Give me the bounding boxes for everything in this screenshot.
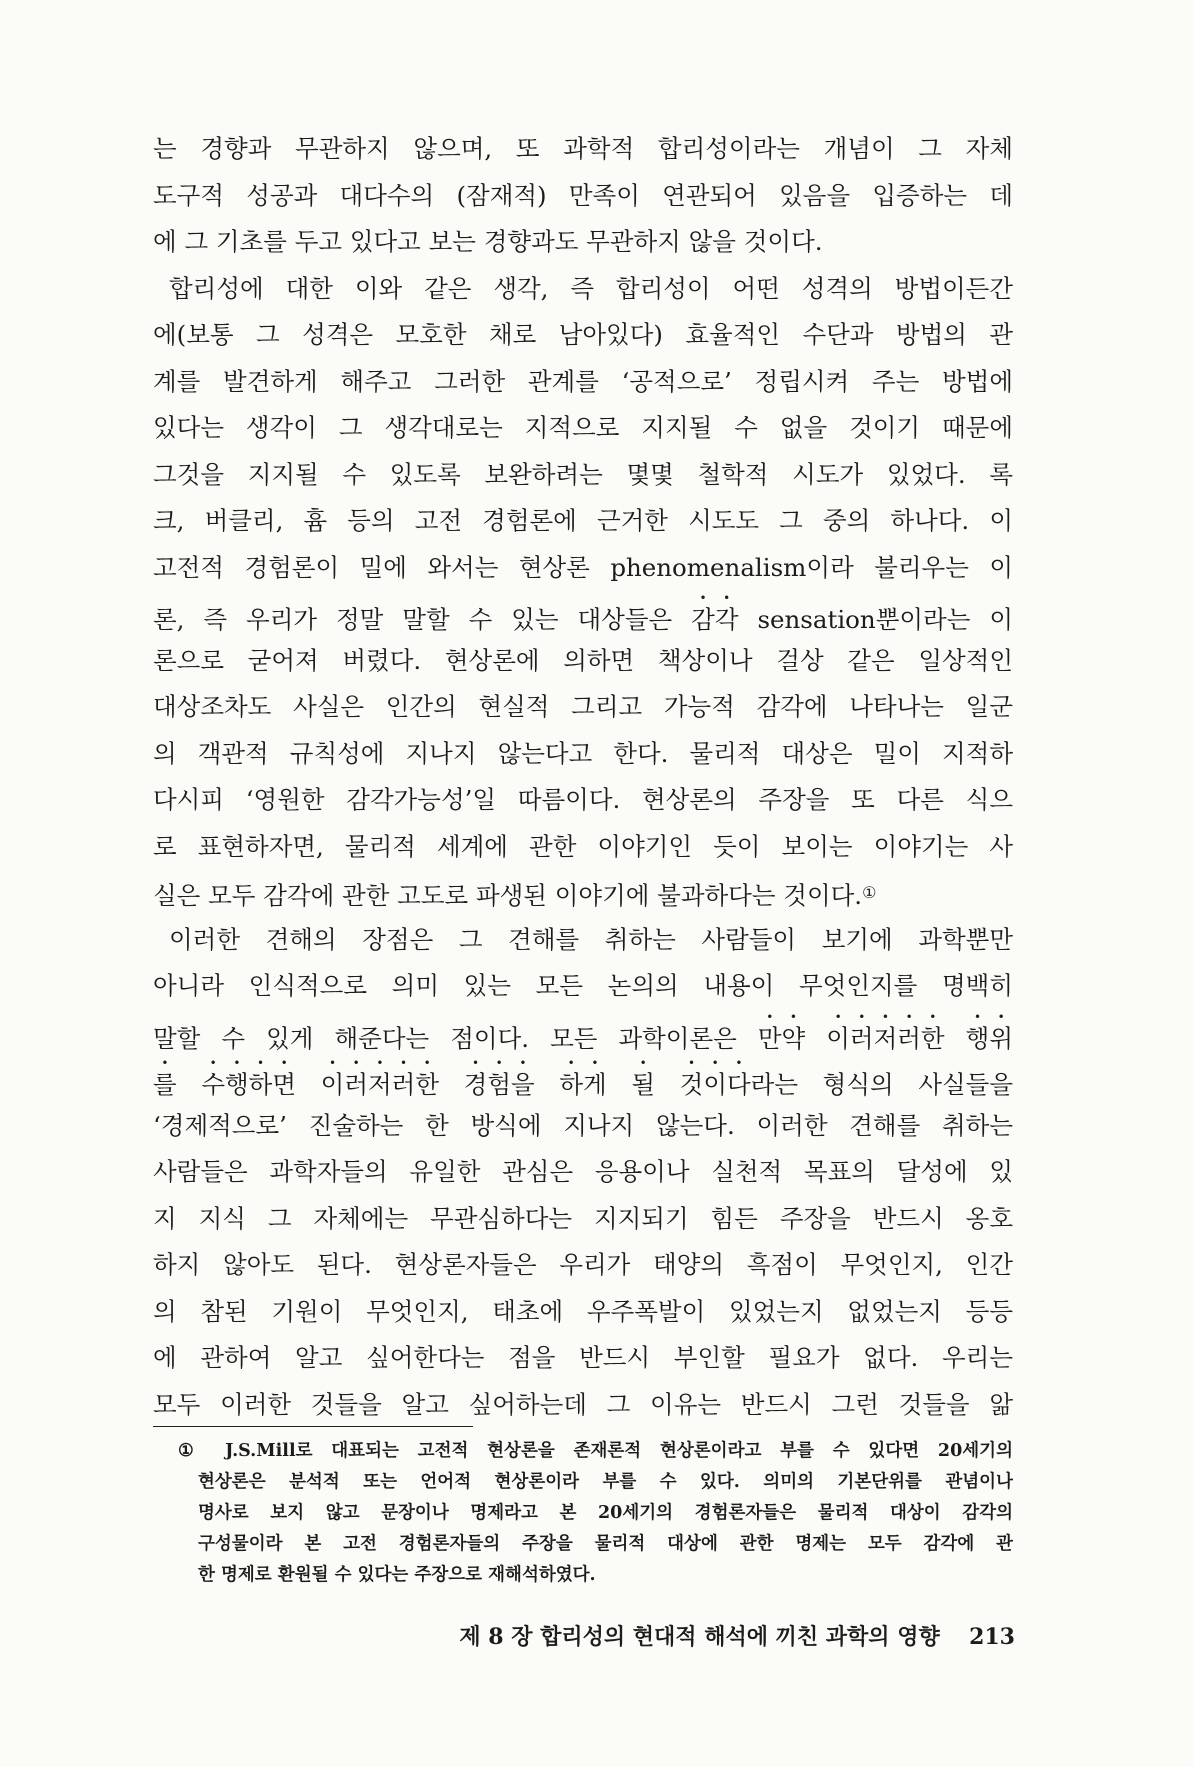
text-line: 론으로 굳어져 버렸다. 현상론에 의하면 책상이나 걸상 같은 일상적인 <box>153 645 1013 675</box>
emphasized-term: 감각 <box>691 605 739 634</box>
text-segment: sensation뿐이라는 이 <box>738 605 1013 634</box>
footnote-marker: ① <box>862 883 877 902</box>
running-footer <box>355 1620 1015 1651</box>
footnote-line: ① J.S.Mill로 대표되는 고전적 현상론을 존재론적 현상론이라고 부를 수 있다면 20세기의 <box>178 1441 1013 1461</box>
text-line: 모두 이러한 것들을 알고 싶어하는데 그 이유는 반드시 그런 것들을 앎 <box>153 1389 1013 1419</box>
page-number: 213 <box>969 1624 1015 1650</box>
text-line: 고전적 경험론이 밀에 와서는 현상론 phenomenalism이라 불리우는 이 <box>153 552 1013 582</box>
text-line: 이러한 견해의 장점은 그 견해를 취하는 사람들이 보기에 과학뿐만 <box>169 924 1013 954</box>
text-line: 있다는 생각이 그 생각대로는 지적으로 지지될 수 없을 것이기 때문에 <box>153 413 1013 442</box>
text-line <box>153 1056 1013 1103</box>
text-segment: 실은 모두 감각에 관한 고도로 파생된 이야기에 불과하다는 것이다. <box>153 881 863 910</box>
text-line: 합리성에 대한 이와 같은 생각, 즉 합리성이 어떤 성격의 방법이든간 <box>169 273 1013 303</box>
text-line: 다시피 ‘영원한 감각가능성’일 따름이다. 현상론의 주장을 또 다른 식으 <box>153 785 1013 814</box>
text-line: 크, 버클리, 흄 등의 고전 경험론에 근거한 시도도 그 중의 하나다. 이 <box>153 506 1013 535</box>
text-line: 는 경향과 무관하지 않으며, 또 과학적 합리성이라는 개념이 그 자체 <box>153 134 1013 163</box>
text-line: 계를 발견하게 해주고 그러한 관계를 ‘공적으로’ 정립시켜 주는 방법에 <box>153 366 1013 396</box>
text-line: ‘경제적으로’ 진술하는 한 방식에 지나지 않는다. 이러한 견해를 취하는 <box>153 1110 1013 1140</box>
text-line: 지 지식 그 자체에는 무관심하다는 지지되기 힘든 주장을 반드시 옹호 <box>153 1203 1013 1233</box>
text-line: 사람들은 과학자들의 유일한 관심은 응용이나 실천적 목표의 달성에 있 <box>153 1157 1013 1186</box>
text-line: 그것을 지지될 수 있도록 보완하려는 몇몇 철학적 시도가 있었다. 록 <box>153 459 1013 489</box>
text-line: 에(보통 그 성격은 모호한 채로 남아있다) 효율적인 수단과 방법의 관 <box>153 320 1013 349</box>
footnote-line: 구성물이라 본 고전 경험론자들의 주장을 물리적 대상에 관한 명제는 모두 감각에 관 <box>198 1534 1013 1554</box>
text-line: 도구적 성공과 대다수의 (잠재적) 만족이 연관되어 있음을 입증하는 데 <box>153 180 1013 210</box>
text-segment: 라는 형식의 사실들을 <box>750 1070 1013 1099</box>
text-segment: 말할 수 있게 해준다는 점이다. 모든 과학이론은 <box>153 1023 737 1053</box>
text-line <box>153 870 1013 917</box>
text-line: 로 표현하자면, 물리적 세계에 관한 이야기인 듯이 보이는 이야기는 사 <box>153 831 1013 861</box>
text-line <box>153 591 1013 638</box>
chapter-title: 제 8 장 합리성의 현대적 해석에 끼친 과학의 영향 <box>459 1624 940 1650</box>
footnote-line: 한 명제로 환원될 수 있다는 주장으로 재해석하였다. <box>198 1565 596 1585</box>
emphasized-phrase: 만약 이러저러한 행위 <box>757 1023 1013 1053</box>
emphasized-phrase: 를 수행하면 이러저러한 경험을 하게 될 것이다 <box>153 1070 751 1099</box>
footnote <box>178 1436 1013 1591</box>
text-line: 에 관하여 알고 싶어한다는 점을 반드시 부인할 필요가 없다. 우리는 <box>153 1343 1013 1372</box>
text-line: 의 객관적 규칙성에 지나지 않는다고 한다. 물리적 대상은 밀이 지적하 <box>153 738 1013 768</box>
body-text <box>153 126 1013 1428</box>
text-line: 대상조차도 사실은 인간의 현실적 그리고 가능적 감각에 나타나는 일군 <box>153 692 1013 721</box>
text-segment: 론, 즉 우리가 정말 말할 수 있는 대상들은 <box>153 605 673 634</box>
footnote-line: 현상론은 분석적 또는 언어적 현상론이라 부를 수 있다. 의미의 기본단위를 관념이나 <box>198 1472 1013 1492</box>
text-line: 의 참된 기원이 무엇인지, 태초에 우주폭발이 있었는지 없었는지 등등 <box>153 1296 1013 1326</box>
text-line <box>153 1010 1013 1057</box>
footnote-line: 명사로 보지 않고 문장이나 명제라고 본 20세기의 경험론자들은 물리적 대상이 감각의 <box>198 1503 1013 1523</box>
text-line: 아니라 인식적으로 의미 있는 모든 논의의 내용이 무엇인지를 명백히 <box>153 971 1013 1000</box>
footnote-divider <box>153 1426 473 1427</box>
text-line: 하지 않아도 된다. 현상론자들은 우리가 태양의 흑점이 무엇인지, 인간 <box>153 1250 1013 1279</box>
text-line: 에 그 기초를 두고 있다고 보는 경향과도 무관하지 않을 것이다. <box>153 227 823 256</box>
